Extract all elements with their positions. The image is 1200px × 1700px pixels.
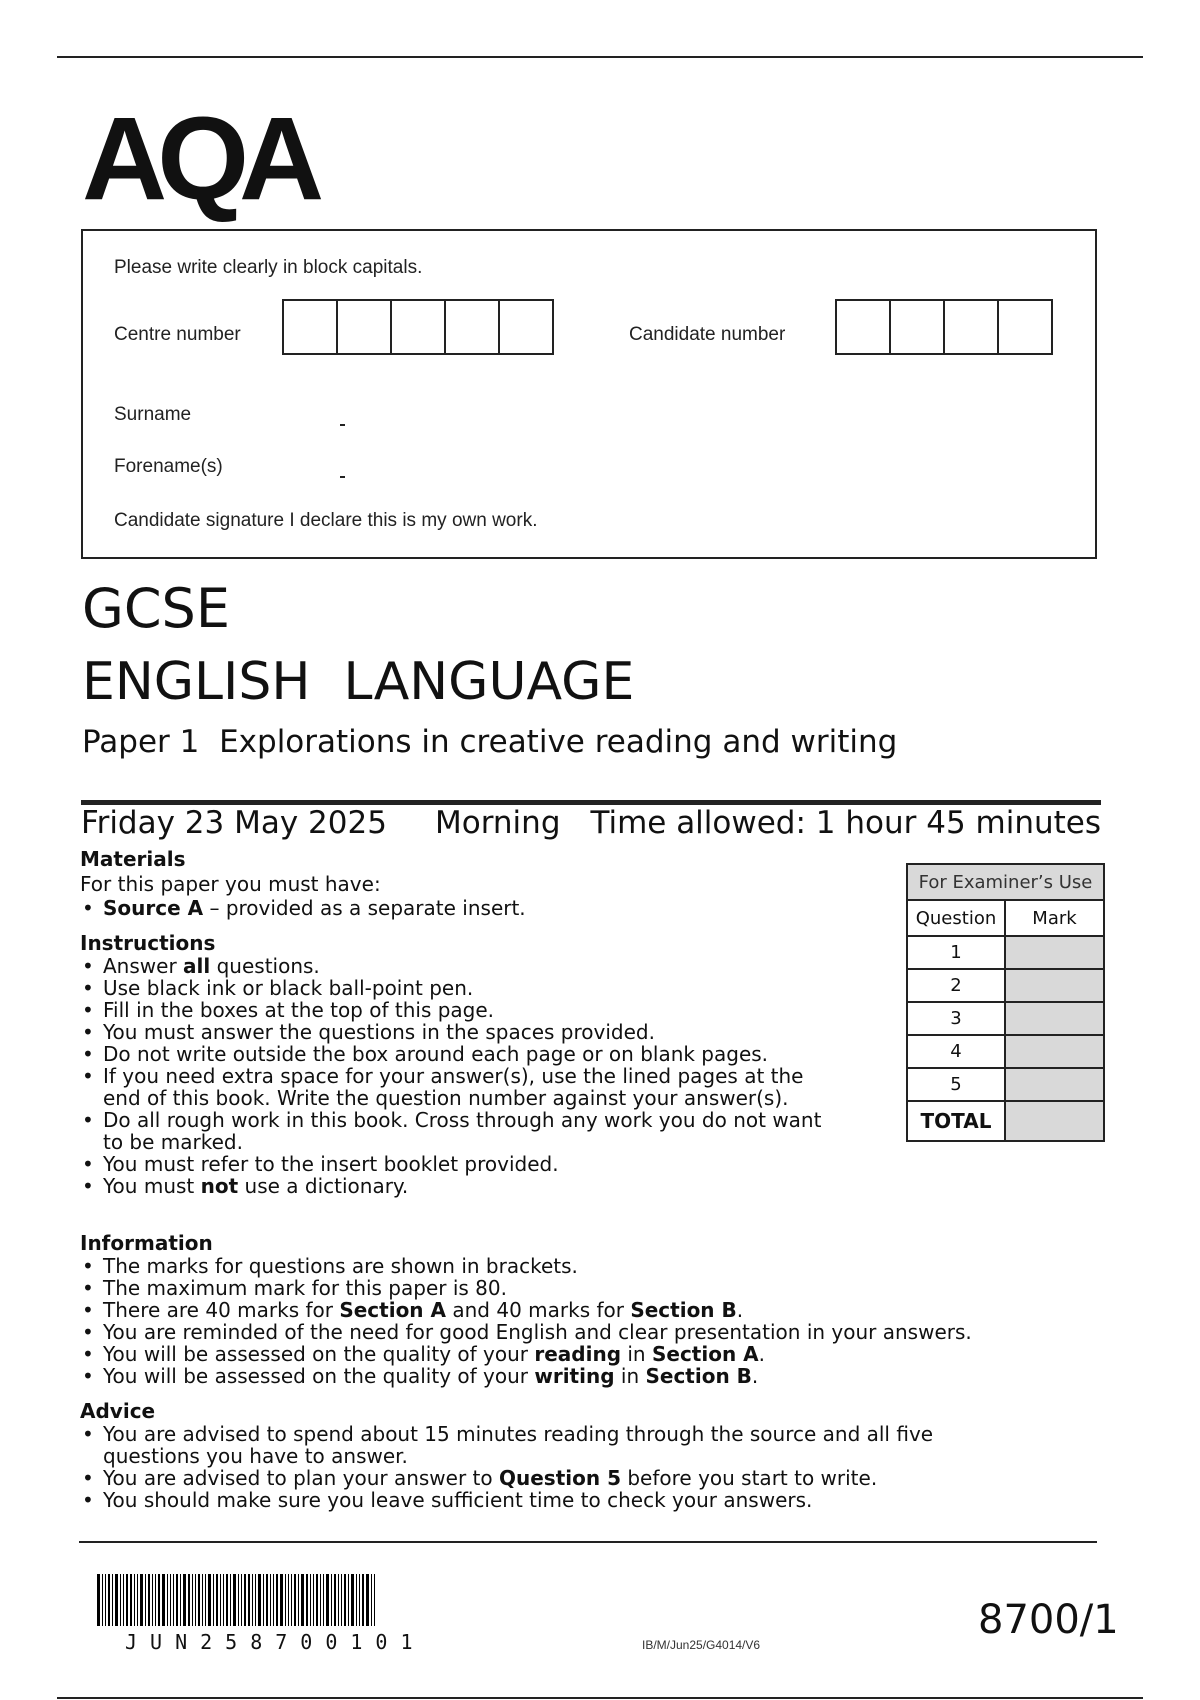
candidate-details-box [81,229,1097,559]
aqa-logo: AQA [82,93,315,225]
barcode-bar [183,1574,186,1626]
examiner-use-table [906,863,1105,1142]
barcode-bar [320,1574,321,1626]
barcode-bar [192,1574,193,1626]
barcode-bar [180,1574,181,1626]
centre-number-digit-box[interactable] [444,299,500,355]
barcode-bar [359,1574,360,1626]
barcode-bar [223,1574,224,1626]
centre-number-digit-box[interactable] [498,299,554,355]
subject-title: ENGLISH LANGUAGE [82,652,635,712]
barcode-bar [266,1574,268,1626]
barcode-bar [310,1574,311,1626]
instruction-item: • You must refer to the insert booklet provided. [80,1153,840,1175]
barcode-bar [301,1574,304,1626]
instruction-item: • Answer all questions. [80,955,840,977]
barcode-bar [270,1574,271,1626]
barcode-icon [97,1574,481,1626]
barcode-bar [338,1574,339,1626]
information-item: • You will be assessed on the quality of your writing in Section B. [80,1365,1080,1387]
barcode-bar [205,1574,206,1626]
information-item: • There are 40 marks for Section A and 40 marks for Section B. [80,1299,1080,1321]
top-rule [57,56,1143,58]
instruction-item: • If you need extra space for your answer(s), use the lined pages at the end of this book. Write the question number against your answer(s). [80,1065,840,1109]
barcode-bar [145,1574,146,1626]
surname-label: Surname [114,404,192,425]
barcode-bar [137,1574,138,1626]
advice-item: • You are advised to plan your answer to Question 5 before you start to write. [80,1467,1020,1489]
signature-label: Candidate signature I declare this is my own work. [114,510,538,531]
exam-session: Morning [435,805,561,841]
exam-date: Friday 23 May 2025 [81,805,387,841]
barcode-bar [188,1574,190,1626]
barcode-bar [170,1574,171,1626]
information-item: • You are reminded of the need for good English and clear presentation in your answers. [80,1321,1080,1343]
barcode-bar [285,1574,286,1626]
candidate-number-boxes [835,299,1053,355]
barcode-bar [341,1574,342,1626]
barcode-bar [244,1574,246,1626]
barcode-bar [263,1574,264,1626]
centre-number-digit-box[interactable] [390,299,446,355]
instruction-item: • Fill in the boxes at the top of this page. [80,999,840,1021]
instructions-heading: Instructions [80,931,216,955]
barcode-bar [298,1574,299,1626]
advice-item: • You should make sure you leave sufficient time to check your answers. [80,1489,1020,1511]
barcode-bar [291,1574,292,1626]
information-section [80,1231,1080,1387]
question-number: 5 [907,1068,1005,1101]
mark-column-header: Mark [1005,900,1104,936]
barcode-bar [167,1574,168,1626]
information-item: • The marks for questions are shown in brackets. [80,1255,1080,1277]
materials-section [80,847,840,919]
instruction-item: • Do not write outside the box around each page or on blank pages. [80,1043,840,1065]
barcode-bar [176,1574,178,1626]
forename-field[interactable] [340,476,345,478]
barcode-bar [152,1574,153,1626]
advice-heading: Advice [80,1399,156,1423]
barcode-bar [155,1574,156,1626]
barcode-bar [323,1574,324,1626]
advice-item: • You are advised to spend about 15 minutes reading through the source and all five questions you have to answer. [80,1423,1020,1467]
candidate-number-label: Candidate number [629,324,786,345]
forename-label: Forename(s) [114,456,223,477]
barcode-bar [280,1574,283,1626]
time-allowed: Time allowed: 1 hour 45 minutes [590,805,1101,841]
barcode-bar [226,1574,228,1626]
instructions-section [80,931,840,1197]
centre-number-digit-box[interactable] [336,299,392,355]
barcode-bar [120,1574,121,1626]
qualification-title: GCSE [82,577,230,640]
barcode-bar [362,1574,364,1626]
surname-field[interactable] [340,424,345,426]
barcode-bar [140,1574,143,1626]
instruction-item: • Use black ink or black ball-point pen. [80,977,840,999]
barcode-bar [258,1574,261,1626]
materials-heading: Materials [80,847,186,871]
barcode-bar [148,1574,150,1626]
centre-number-boxes [282,299,554,355]
barcode-bar [134,1574,135,1626]
barcode-bar [105,1574,106,1626]
barcode-bar [276,1574,278,1626]
block-capitals-instruction: Please write clearly in block capitals. [114,257,423,278]
materials-item: • Source A – provided as a separate insert. [80,897,840,919]
question-number: 1 [907,936,1005,969]
instruction-item: • You must not use a dictionary. [80,1175,840,1197]
barcode-bar [331,1574,332,1626]
mark-cell[interactable] [1005,936,1104,969]
question-number: 3 [907,1002,1005,1035]
barcode-bar [173,1574,174,1626]
barcode-bar [356,1574,357,1626]
barcode-bar [102,1574,103,1626]
barcode-bar [112,1574,113,1626]
barcode-bar [344,1574,346,1626]
barcode-bar [216,1574,218,1626]
barcode-bar [233,1574,236,1626]
barcode-bar [371,1574,372,1626]
mark-cell[interactable] [1005,969,1104,1002]
information-heading: Information [80,1231,213,1255]
barcode-bar [334,1574,336,1626]
barcode-bar [230,1574,231,1626]
barcode-bar [198,1574,200,1626]
total-label: TOTAL [907,1101,1005,1141]
question-number: 2 [907,969,1005,1002]
examiner-table-heading: For Examiner’s Use [907,864,1104,900]
information-item: • The maximum mark for this paper is 80. [80,1277,1080,1299]
question-number: 4 [907,1035,1005,1068]
barcode-bar [115,1574,118,1626]
barcode-bar [294,1574,296,1626]
candidate-number-digit-box[interactable] [889,299,945,355]
barcode-bar [123,1574,124,1626]
barcode-bar [126,1574,128,1626]
barcode-bar [162,1574,165,1626]
candidate-number-digit-box[interactable] [835,299,891,355]
paper-title: Paper 1 Explorations in creative reading and writing [82,724,898,760]
centre-number-digit-box[interactable] [282,299,338,355]
paper-code: 8700/1 [978,1597,1119,1643]
instruction-item: • You must answer the questions in the spaces provided. [80,1021,840,1043]
barcode-bar [208,1574,211,1626]
advice-section [80,1399,1020,1511]
barcode-bar [195,1574,196,1626]
question-column-header: Question [907,900,1005,936]
footer-rule [79,1541,1097,1543]
barcode-bar [97,1574,100,1626]
barcode-number: JUN258700101 [125,1630,426,1654]
barcode-bar [238,1574,239,1626]
barcode-bar [213,1574,214,1626]
barcode-bar [288,1574,289,1626]
mark-cell[interactable] [1005,1068,1104,1101]
barcode-bar [202,1574,203,1626]
barcode-bar [326,1574,329,1626]
mark-cell[interactable] [1005,1002,1104,1035]
information-item: • You will be assessed on the quality of your reading in Section A. [80,1343,1080,1365]
barcode-bar [255,1574,256,1626]
barcode-bar [158,1574,160,1626]
barcode-bar [348,1574,349,1626]
barcode-bar [108,1574,110,1626]
barcode-bar [273,1574,274,1626]
materials-intro: For this paper you must have: [80,872,381,896]
candidate-number-digit-box[interactable] [997,299,1053,355]
bottom-rule [57,1697,1143,1699]
total-mark-cell[interactable] [1005,1101,1104,1141]
barcode-bar [241,1574,242,1626]
instruction-item: • Do all rough work in this book. Cross through any work you do not want to be marked. [80,1109,840,1153]
barcode-bar [374,1574,375,1626]
barcode-bar [313,1574,314,1626]
barcode-bar [248,1574,250,1626]
mark-cell[interactable] [1005,1035,1104,1068]
barcode-bar [130,1574,132,1626]
barcode-bar [366,1574,369,1626]
barcode-bar [220,1574,221,1626]
barcode-bar [316,1574,318,1626]
barcode-bar [306,1574,308,1626]
centre-number-label: Centre number [114,324,241,345]
candidate-number-digit-box[interactable] [943,299,999,355]
document-reference: IB/M/Jun25/G4014/V6 [642,1638,761,1652]
barcode-bar [252,1574,253,1626]
barcode-bar [351,1574,354,1626]
